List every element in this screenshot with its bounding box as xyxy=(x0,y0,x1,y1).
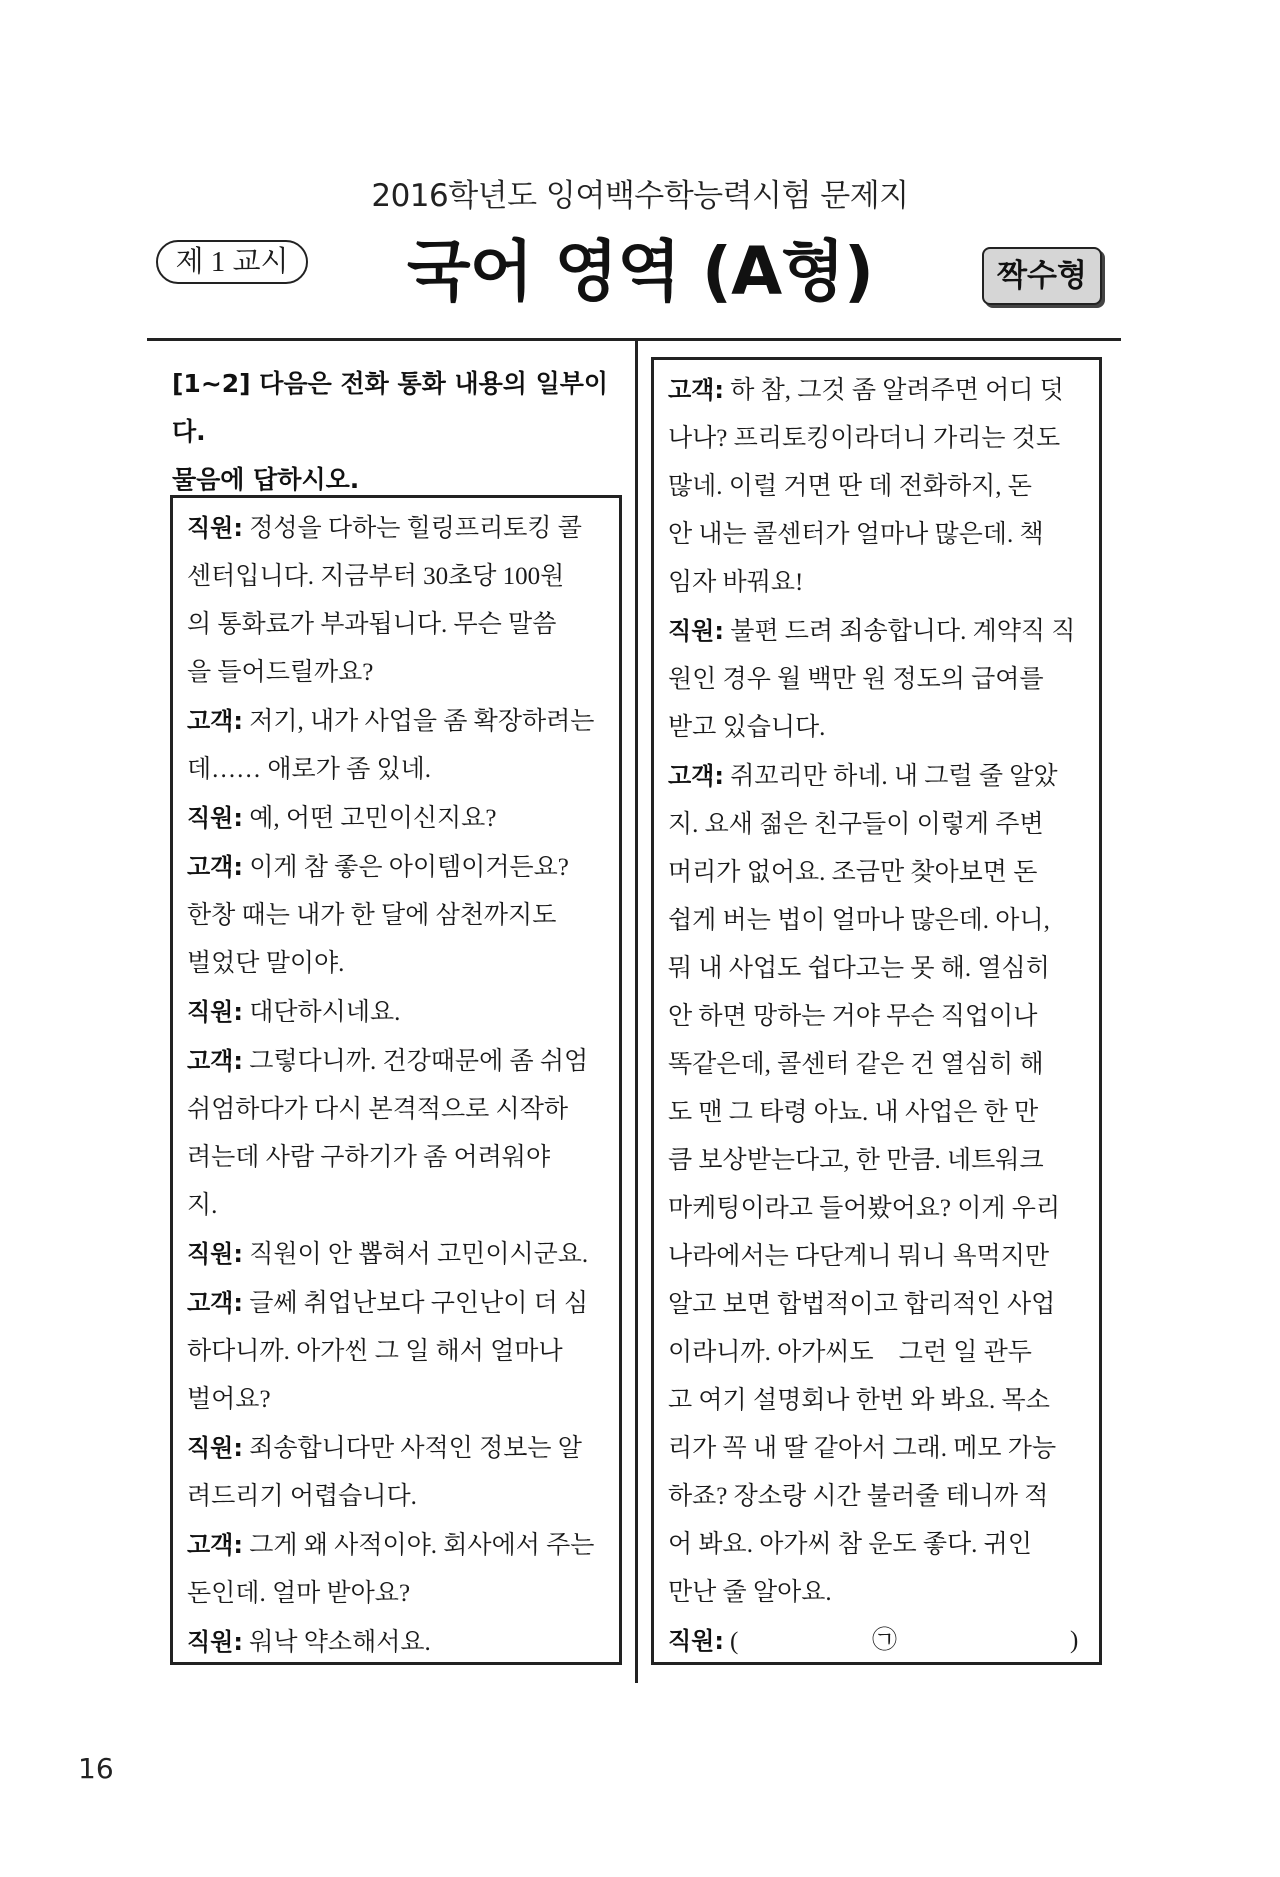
dialogue-line xyxy=(187,892,603,940)
dialogue-text: 하 참, 그것 좀 알려주면 어디 덧 xyxy=(730,377,1064,404)
dialogue-text: 원인 경우 월 백만 원 정도의 급여를 xyxy=(668,666,1044,693)
dialogue-line xyxy=(668,1569,1083,1617)
dialogue-text: 큼 보상받는다고, 한 만큼. 네트워크 xyxy=(668,1147,1044,1174)
dialogue-text: 워낙 약소해서요. xyxy=(249,1629,431,1656)
dialogue-speaker: 직원: xyxy=(187,998,243,1026)
dialogue-line xyxy=(668,366,1083,415)
dialogue-text: 하다니까. 아가씬 그 일 해서 얼마나 xyxy=(187,1338,563,1365)
dialogue-line xyxy=(187,1037,603,1086)
dialogue-line xyxy=(187,649,603,697)
dialogue-text: 나나? 프리토킹이라더니 가리는 것도 xyxy=(668,425,1061,452)
dialogue-speaker: 직원: xyxy=(187,804,243,832)
dialogue-line xyxy=(668,1281,1083,1329)
dialogue-text: 벌었단 말이야. xyxy=(187,950,345,977)
dialogue-text: 만난 줄 알아요. xyxy=(668,1579,832,1606)
dialogue-text: 나라에서는 다단계니 뭐니 욕먹지만 xyxy=(668,1243,1050,1270)
dialogue-text: 의 통화료가 부과됩니다. 무슨 말씀 xyxy=(187,611,557,638)
dialogue-line xyxy=(668,1137,1083,1185)
dialogue-text: 많네. 이럴 거면 딴 데 전화하지, 돈 xyxy=(668,473,1032,500)
dialogue-speaker: 고객: xyxy=(187,707,243,735)
session-badge: 제 1 교시 xyxy=(156,240,308,284)
dialogue-line xyxy=(668,1041,1083,1089)
dialogue-line xyxy=(187,940,603,988)
dialogue-text: 돈인데. 얼마 받아요? xyxy=(187,1580,411,1607)
blank-marker: ㉠ xyxy=(872,1627,898,1654)
dialogue-text: 쥐꼬리만 하네. 내 그럴 줄 알았 xyxy=(730,763,1058,790)
dialogue-line xyxy=(187,1182,603,1230)
dialogue-line xyxy=(668,849,1083,897)
dialogue-text: 안 내는 콜센터가 얼마나 많은데. 책 xyxy=(668,521,1044,548)
dialogue-line xyxy=(187,504,603,553)
dialogue-speaker: 고객: xyxy=(187,1531,243,1559)
dialogue-text: 그렇다니까. 건강때문에 좀 쉬엄 xyxy=(249,1048,589,1075)
dialogue-text: 임자 바꿔요! xyxy=(668,569,804,596)
dialogue-line xyxy=(668,656,1083,704)
dialogue-text: 저기, 내가 사업을 좀 확장하려는 xyxy=(249,708,595,735)
dialogue-line xyxy=(187,601,603,649)
dialogue-line xyxy=(668,1089,1083,1137)
header-divider xyxy=(147,338,1121,341)
dialogue-text: 알고 보면 합법적이고 합리적인 사업 xyxy=(668,1291,1056,1318)
dialogue-line xyxy=(668,897,1083,945)
dialogue-text: 머리가 없어요. 조금만 찾아보면 돈 xyxy=(668,859,1038,886)
instruction-line-2: 물음에 답하시오. xyxy=(172,465,360,494)
dialogue-speaker: 고객: xyxy=(668,376,724,404)
dialogue-line xyxy=(187,843,603,892)
dialogue-text: 리가 꼭 내 딸 같아서 그래. 메모 가능 xyxy=(668,1435,1057,1462)
dialogue-line xyxy=(668,1521,1083,1569)
dialogue-box-right xyxy=(651,357,1102,1665)
dialogue-line xyxy=(187,1473,603,1521)
dialogue-text: 글쎄 취업난보다 구인난이 더 심 xyxy=(249,1290,589,1317)
dialogue-text: 려는데 사람 구하기가 좀 어려워야 xyxy=(187,1144,551,1171)
dialogue-line xyxy=(668,1425,1083,1473)
blank-open-paren: ( xyxy=(729,1628,739,1655)
dialogue-line xyxy=(187,1570,603,1618)
dialogue-text: 받고 있습니다. xyxy=(668,714,826,741)
dialogue-text: 쉬엄하다가 다시 본격적으로 시작하 xyxy=(187,1096,569,1123)
dialogue-box-left xyxy=(170,495,622,1665)
exam-title: 국어 영역 (A형) xyxy=(406,233,874,310)
dialogue-text: 그게 왜 사적이야. 회사에서 주는 xyxy=(249,1532,595,1559)
dialogue-speaker: 고객: xyxy=(187,1047,243,1075)
dialogue-text: 을 들어드릴까요? xyxy=(187,659,374,686)
dialogue-text: 도 맨 그 타령 아뇨. 내 사업은 한 만 xyxy=(668,1099,1039,1126)
dialogue-speaker: 고객: xyxy=(668,762,724,790)
dialogue-text: 마케팅이라고 들어봤어요? 이게 우리 xyxy=(668,1195,1061,1222)
dialogue-text: 뭐 내 사업도 쉽다고는 못 해. 열심히 xyxy=(668,955,1050,982)
dialogue-speaker: 고객: xyxy=(187,853,243,881)
dialogue-text: 데…… 애로가 좀 있네. xyxy=(187,756,432,783)
dialogue-speaker: 고객: xyxy=(187,1289,243,1317)
dialogue-line xyxy=(668,704,1083,752)
dialogue-line xyxy=(187,1279,603,1328)
dialogue-text: 지. xyxy=(187,1192,218,1219)
dialogue-text: 정성을 다하는 힐링프리토킹 콜 xyxy=(249,515,582,542)
dialogue-text: 예, 어떤 고민이신지요? xyxy=(249,805,497,832)
dialogue-line xyxy=(668,1377,1083,1425)
dialogue-line xyxy=(187,1134,603,1182)
dialogue-speaker: 직원: xyxy=(187,1240,243,1268)
dialogue-line xyxy=(668,1329,1083,1377)
column-divider xyxy=(635,340,638,1683)
dialogue-line xyxy=(187,1328,603,1376)
dialogue-text: 이게 참 좋은 아이템이거든요? xyxy=(249,854,569,881)
blank-close-paren: ) xyxy=(1070,1627,1079,1654)
dialogue-speaker: 직원: xyxy=(187,1628,243,1656)
dialogue-text: 센터입니다. 지금부터 30초당 100원 xyxy=(187,563,565,590)
dialogue-line xyxy=(187,988,603,1037)
dialogue-line xyxy=(187,1521,603,1570)
dialogue-text: 대단하시네요. xyxy=(249,999,401,1026)
dialogue-text: 똑같은데, 콜센터 같은 건 열심히 해 xyxy=(668,1051,1044,1078)
dialogue-line xyxy=(187,794,603,843)
dialogue-text: 이라니까. 아가씨도 그런 일 관두 xyxy=(668,1339,1032,1366)
question-instruction xyxy=(172,360,612,504)
dialogue-line xyxy=(187,697,603,746)
dialogue-speaker: 직원: xyxy=(668,1627,724,1655)
dialogue-text: 불편 드려 죄송합니다. 계약직 직 xyxy=(730,618,1076,645)
dialogue-line xyxy=(668,415,1083,463)
page-number: 16 xyxy=(78,1752,114,1785)
dialogue-text: 벌어요? xyxy=(187,1386,271,1413)
dialogue-text: 쉽게 버는 법이 얼마나 많은데. 아니, xyxy=(668,907,1050,934)
dialogue-text: 안 하면 망하는 거야 무슨 직업이나 xyxy=(668,1003,1038,1030)
dialogue-line xyxy=(187,746,603,794)
dialogue-line xyxy=(668,801,1083,849)
dialogue-line xyxy=(187,1376,603,1424)
dialogue-speaker: 직원: xyxy=(668,617,724,645)
dialogue-speaker: 직원: xyxy=(187,1434,243,1462)
dialogue-line xyxy=(187,1086,603,1134)
dialogue-line xyxy=(187,1230,603,1279)
dialogue-line xyxy=(668,463,1083,511)
dialogue-text: 어 봐요. 아가씨 참 운도 좋다. 귀인 xyxy=(668,1531,1032,1558)
dialogue-text: 죄송합니다만 사적인 정보는 알 xyxy=(249,1435,582,1462)
final-answer-line xyxy=(668,1617,1083,1666)
dialogue-line xyxy=(187,1618,603,1667)
exam-subtitle: 2016학년도 잉여백수학능력시험 문제지 xyxy=(371,178,909,214)
dialogue-line xyxy=(668,993,1083,1041)
dialogue-line xyxy=(668,607,1083,656)
form-type-badge: 짝수형 xyxy=(982,247,1102,305)
dialogue-text: 지. 요새 젊은 친구들이 이렇게 주변 xyxy=(668,811,1044,838)
dialogue-line xyxy=(668,1473,1083,1521)
dialogue-line xyxy=(187,1424,603,1473)
dialogue-line xyxy=(668,1233,1083,1281)
instruction-line-1: [1~2] 다음은 전화 통화 내용의 일부이다. xyxy=(172,369,609,446)
dialogue-speaker: 직원: xyxy=(187,514,243,542)
dialogue-text: 하죠? 장소랑 시간 불러줄 테니까 적 xyxy=(668,1483,1049,1510)
dialogue-line xyxy=(668,1185,1083,1233)
dialogue-text: 려드리기 어렵습니다. xyxy=(187,1483,417,1510)
dialogue-line xyxy=(668,559,1083,607)
dialogue-line xyxy=(668,945,1083,993)
dialogue-text: 한창 때는 내가 한 달에 삼천까지도 xyxy=(187,902,557,929)
dialogue-line xyxy=(668,511,1083,559)
dialogue-text: 고 여기 설명회나 한번 와 봐요. 목소 xyxy=(668,1387,1050,1414)
dialogue-line xyxy=(187,553,603,601)
dialogue-line xyxy=(668,752,1083,801)
dialogue-text: 직원이 안 뽑혀서 고민이시군요. xyxy=(249,1241,589,1268)
